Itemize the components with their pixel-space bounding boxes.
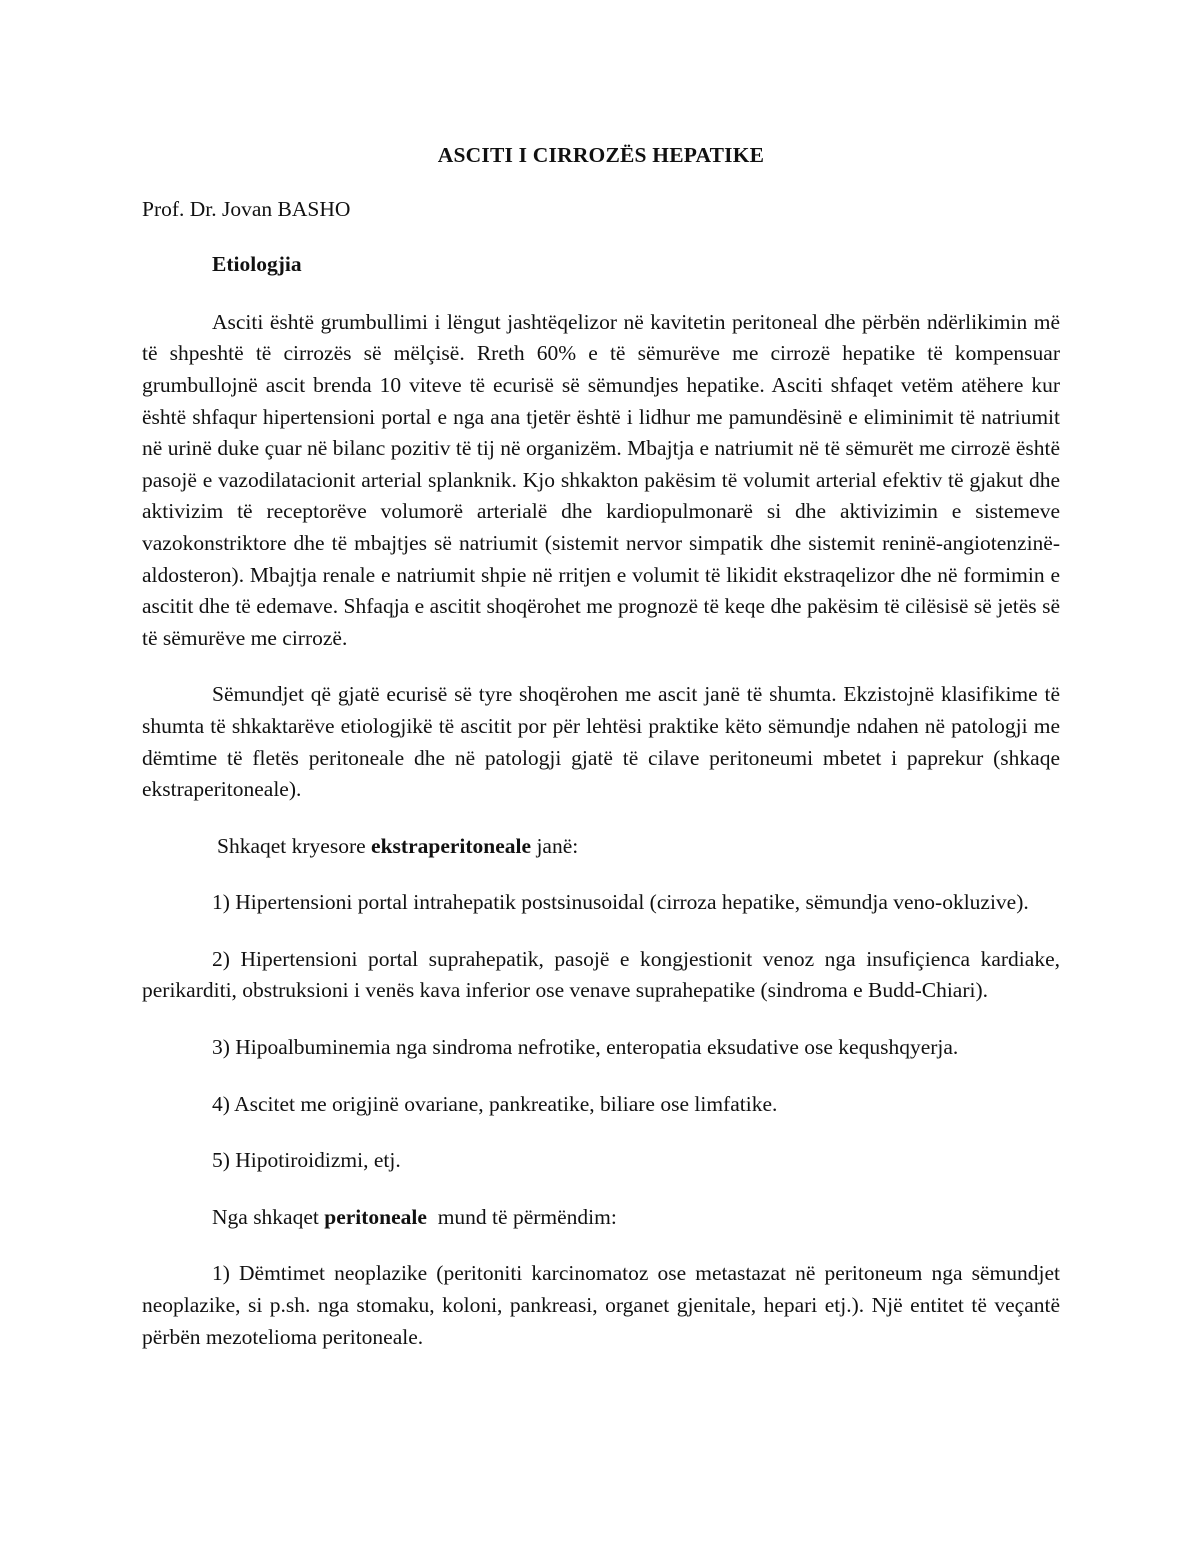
peritoneal-intro-after: mund të përmëndim:: [426, 1204, 617, 1229]
peritoneal-intro: [142, 1202, 1060, 1234]
peritoneal-intro-before: Nga shkaqet: [212, 1204, 325, 1229]
paragraph-ascites-definition: Asciti është grumbullimi i lëngut jashtëqelizor në kavitetin peritoneal dhe përbën ndërlikimin më të shpeshtë të cirrozës së mëlçisë. Rreth 60% e të sëmurëve me cirrozë hepatike të kompensuar grumbullojnë ascit brenda 10 viteve të ecurisë së sëmundjes hepatike. Asciti shfaqet vetëm atëhere kur është shfaqur hipertensioni portal e nga ana tjetër është i lidhur me pamundësinë e eliminimit të natriumit në urinë duke çuar në bilanc pozitiv të tij në organizëm. Mbajtja e natriumit në të sëmurët me cirrozë është pasojë e vazodilatacionit arterial splanknik. Kjo shkakton pakësim të volumit arterial efektiv të gjakut dhe aktivizim të receptorëve volumorë arterialë dhe kardiopulmonarë si dhe aktivizimin e sistemeve vazokonstriktore dhe të mbajtjes së natriumit (sistemit nervor simpatik dhe sistemit reninë-angiotenzinë-aldosteron). Mbajtja renale e natriumit shpie në rritjen e volumit të likidit ekstraqelizor dhe në formimin e ascitit dhe të edemave. Shfaqja e ascitit shoqërohet me prognozë të keqe dhe pakësim të cilësisë së jetës së të sëmurëve me cirrozë.: [142, 309, 1060, 650]
document-page: [142, 140, 1060, 1378]
list-item: 1) Hipertensioni portal intrahepatik postsinusoidal (cirroza hepatike, sëmundja veno-okluzive).: [212, 890, 1029, 915]
extraperitoneal-intro: [142, 831, 1060, 863]
document-title: ASCITI I CIRROZËS HEPATIKE: [437, 143, 765, 167]
list-item: 3) Hipoalbuminemia nga sindroma nefrotike, enteropatia eksudative ose kequshqyerja.: [212, 1035, 959, 1060]
list-item: 1) Dëmtimet neoplazike (peritoniti karcinomatoz ose metastazat në peritoneum nga sëmundjet neoplazike, si p.sh. nga stomaku, koloni, pankreasi, organet gjenitale, hepari etj.). Një entitet të veçantë përbën mezotelioma peritoneale.: [142, 1261, 1060, 1349]
list-item: 2) Hipertensioni portal suprahepatik, pasojë e kongjestionit venoz nga insufiçienca kardiake, perikarditi, obstruksioni i venës kava inferior ose venave suprahepatike (sindroma e Budd-Chiari).: [142, 946, 1060, 1003]
author-line: Prof. Dr. Jovan BASHO: [142, 196, 351, 221]
list-item: 4) Ascitet me origjinë ovariane, pankreatike, biliare ose limfatike.: [212, 1091, 778, 1116]
section-heading-etiology: Etiologjia: [212, 252, 302, 277]
extraperitoneal-intro-bold: ekstraperitoneale: [371, 833, 532, 858]
extraperitoneal-intro-after: janë:: [531, 833, 579, 858]
peritoneal-intro-bold: peritoneale: [324, 1204, 427, 1229]
list-item: 5) Hipotiroidizmi, etj.: [212, 1148, 401, 1173]
paragraph-ascites-causes: Sëmundjet që gjatë ecurisë së tyre shoqërohen me ascit janë të shumta. Ekzistojnë klasifikime të shumta të shkaktarëve etiologjikë të ascitit por për lehtësi praktike këto sëmundje ndahen në patologji me dëmtime të fletës peritoneale dhe në patologji gjatë të cilave peritoneumi mbetet i paprekur (shkaqe ekstraperitoneale).: [142, 682, 1060, 802]
extraperitoneal-intro-before: Shkaqet kryesore: [217, 833, 372, 858]
